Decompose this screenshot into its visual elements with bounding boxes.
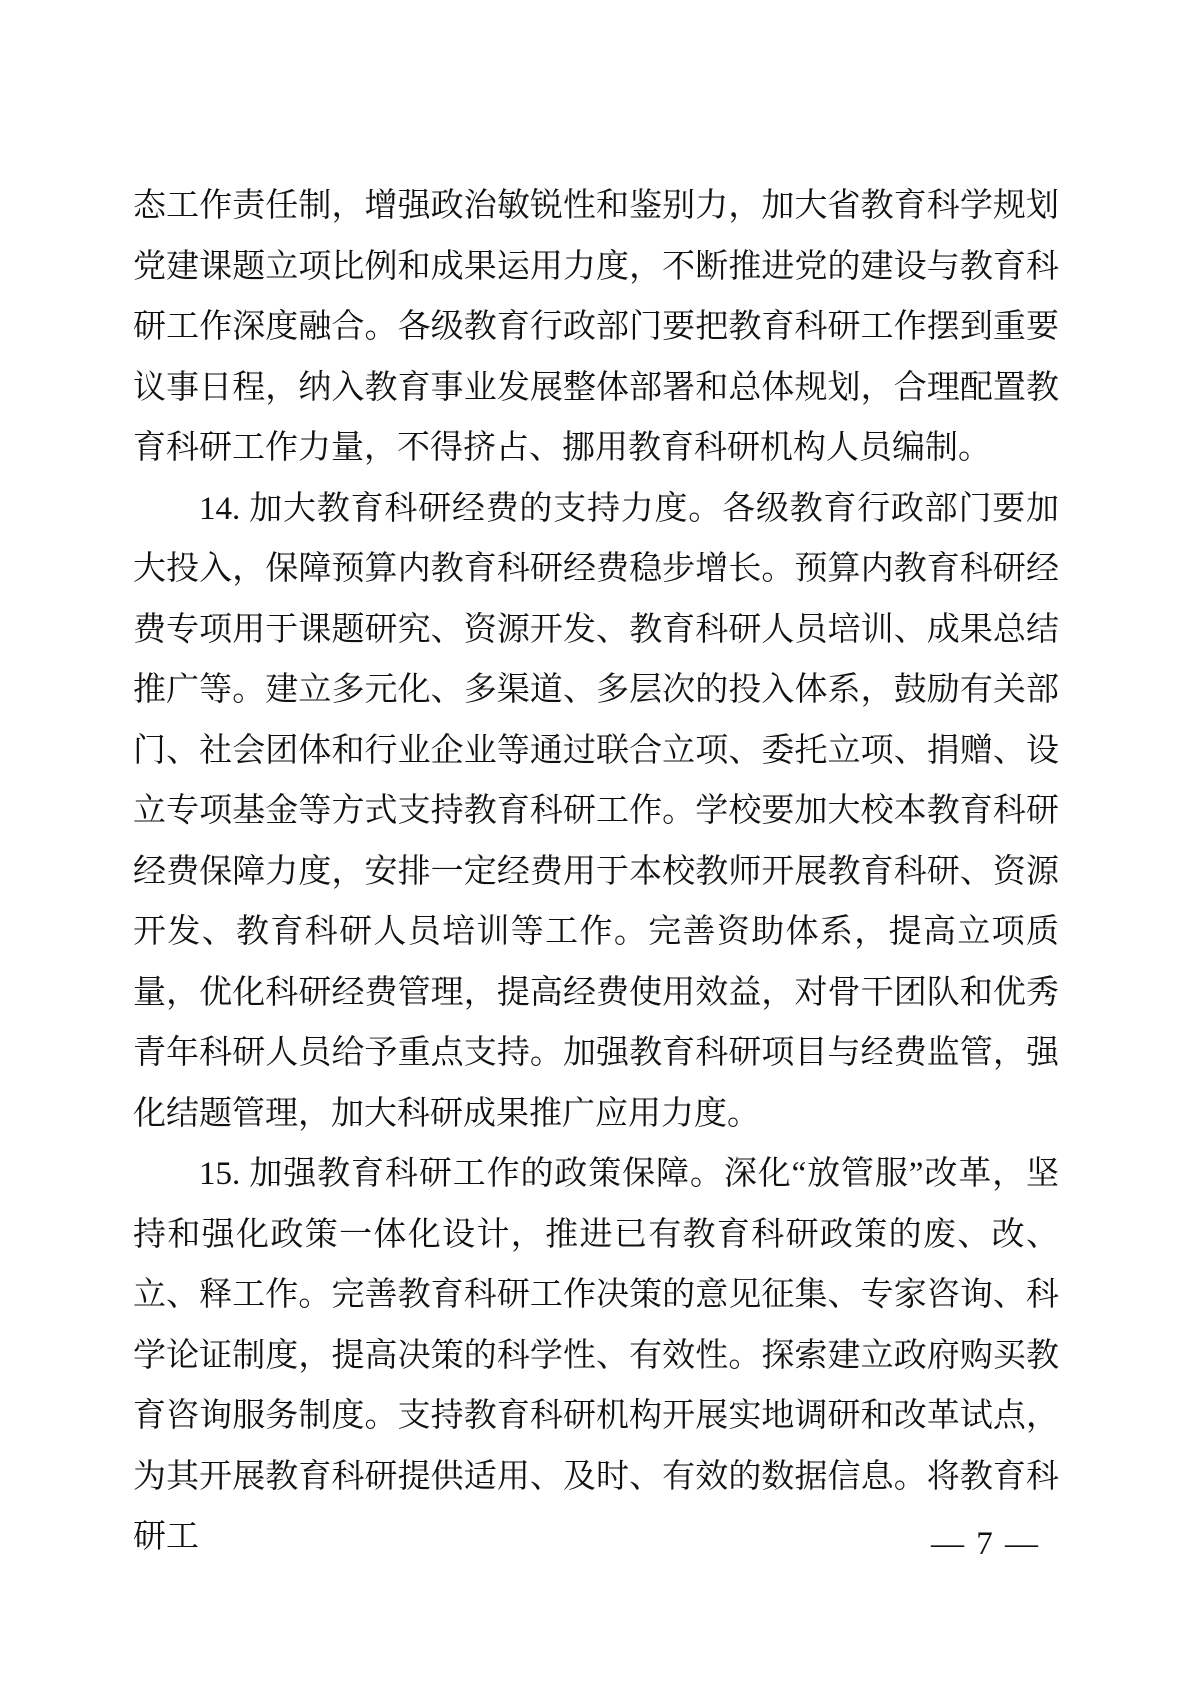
paragraph-clause-14: [133, 479, 1059, 1145]
clause-14-heading: 14. 加大教育科研经费的支持力度。: [199, 490, 723, 527]
paragraph-clause-15: [133, 1144, 1059, 1568]
clause-15-heading: 15. 加强教育科研工作的政策保障。: [199, 1156, 724, 1192]
page-number: — 7 —: [931, 1526, 1040, 1562]
paragraph-continuation: [133, 176, 1059, 479]
paragraph-text: 各级教育行政部门要加大投入，保障预算内教育科研经费稳步增长。预算内教育科研经费专项用于课题研究、资源开发、教育科研人员培训、成果总结推广等。建立多元化、多渠道、多层次的投入体系，鼓励有关部门、社会团体和行业企业等通过联合立项、委托立项、捐赠、设立专项基金等方式支持教育科研工作。学校要加大校本教育科研经费保障力度，安排一定经费用于本校教师开展教育科研、资源开发、教育科研人员培训等工作。完善资助体系，提高立项质量，优化科研经费管理，提高经费使用效益，对骨干团队和优秀青年科研人员给予重点支持。加强教育科研项目与经费监管，强化结题管理，加大科研成果推广应用力度。: [133, 490, 1060, 1132]
paragraph-text: 态工作责任制，增强政治敏锐性和鉴别力，加大省教育科学规划党建课题立项比例和成果运用力度，不断推进党的建设与教育科研工作深度融合。各级教育行政部门要把教育科研工作摆到重要议事日程，纳入教育事业发展整体部署和总体规划，合理配置教育科研工作力量，不得挤占、挪用教育科研机构人员编制。: [133, 188, 1059, 466]
paragraph-text: 深化“放管服”改革，坚持和强化政策一体化设计，推进已有教育科研政策的废、改、立、释工作。完善教育科研工作决策的意见征集、专家咨询、科学论证制度，提高决策的科学性、有效性。探索建立政府购买教育咨询服务制度。支持教育科研机构开展实地调研和改革试点，为其开展教育科研提供适用、及时、有效的数据信息。将教育科研工: [133, 1156, 1060, 1555]
document-body: [133, 176, 1059, 1568]
